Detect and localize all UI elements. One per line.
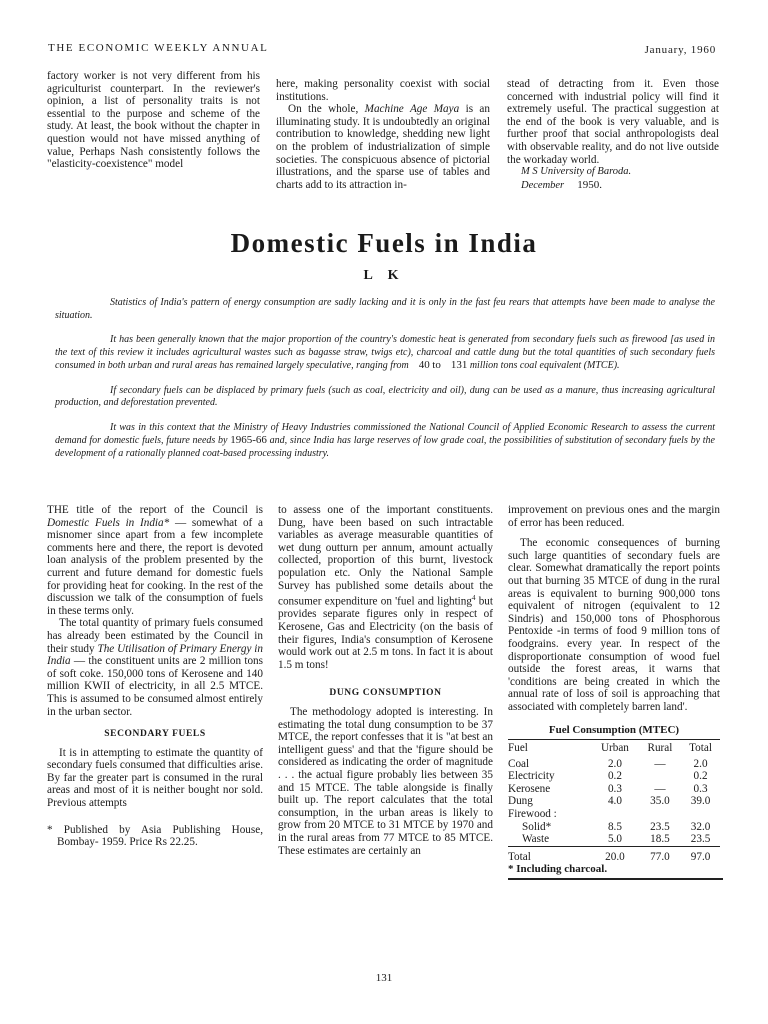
abstract-paragraph: If secondary fuels can be displaced by primary fuels (such as coal, electricity and oil), dung can be used as a manure, thus increasing agricultural production, and deforestation prevented. xyxy=(55,384,715,408)
table-cell: 0.3 xyxy=(693,782,708,795)
body-paragraph: improvement on previous ones and the margin of error has been reduced. xyxy=(508,504,720,529)
table-cell: Dung xyxy=(508,795,533,808)
table-cell: 2.0 xyxy=(693,757,708,770)
text-span: The total quantity of primary fuels consumed has already been estimated by the Council in their study xyxy=(47,617,263,655)
table-header-row xyxy=(508,740,720,758)
article-abstract xyxy=(55,297,715,472)
review-signature xyxy=(507,166,719,192)
text-span: but provides separate figures only in respect of Kerosene, Gas and Electricity (on the basis of their figures, India's consumption of Kerosene would work out at 2.5 m tons. In fact it is about 1.5 m tons! xyxy=(278,595,494,671)
text-span: — somewhat of a misnomer since apart from a few incomplete comments here and there, the report is devoted loan analysis of the problem presented by the current and future demand for domestic fuels for providing heat for cooking. In the rest of the discussion we talk of the consumption of fuels in these terms only. xyxy=(47,516,263,617)
table-header: Rural xyxy=(639,740,681,758)
table-cell: Total xyxy=(508,846,591,863)
table-header: Total xyxy=(681,740,720,758)
table-cell: 23.5 xyxy=(650,820,670,833)
text-span: is an illuminating study. It is undoubtedly an original contribution to knowledge, shedding new light on the problem of industrialization of simple societies. The conspicuous absence of pictorial illustrations, and the sparse use of tables and charts add to its attraction in- xyxy=(276,103,490,191)
review-column-3 xyxy=(507,78,719,192)
table-cell: Waste xyxy=(522,833,550,846)
review-text: stead of detracting from it. Even those concerned with industrial policy will find it extremely useful. The practical suggestion at the end of the book is very valuable, and is further proof that social anthropologists deal with observable reality, and do not live outside the workaday world. xyxy=(507,78,719,166)
table-cell: 8.5 xyxy=(607,820,622,833)
table-cell: 5.0 xyxy=(607,833,622,846)
table-cell: 0.2 xyxy=(607,770,622,783)
table-cell xyxy=(681,808,720,821)
review-paragraph xyxy=(276,103,490,191)
body-paragraph xyxy=(278,504,493,671)
issue-date: January, 1960 xyxy=(644,44,716,56)
table-cell: 0.2 xyxy=(693,770,708,783)
body-paragraph: The methodology adopted is interesting. In estimating the total dung consumption to be 37 MTCE, the report confesses that it is "at best an intelligent guess' and that the 'figure should be considered as indicating the order of magnitude . . . the actual figure probably lies between 35 and 15 MTCE. The table alongside is finally built up. The report calculates that the total consumption, in the urban areas is likely to grow from 20 MTCE to 31 MTCE by 1970 and in the rural areas from 77 MTCE to 85 MTCE. These estimates are certainly an xyxy=(278,706,493,857)
table-cell: 23.5 xyxy=(690,833,711,846)
signature-name: M S University of Baroda. xyxy=(521,166,632,178)
body-column-1 xyxy=(47,504,263,849)
body-column-3 xyxy=(508,504,720,880)
review-text: factory worker is not very different from his agriculturist counterpart. In the reviewer's opinion, a list of personality traits is not essential to the purpose and scheme of the study. At least, the book without the chapter in question would not have missed anything of value, Perhaps Nash consistently follows the "elasticity-coexistence" model xyxy=(47,70,260,171)
table-cell xyxy=(639,808,681,821)
table-header: Urban xyxy=(591,740,639,758)
table-cell: — xyxy=(654,782,666,795)
fuel-consumption-table xyxy=(508,739,720,863)
abstract-paragraph: Statistics of India's pattern of energy consumption are sadly lacking and it is only in the fast feu rears that attempts have been made to analyse the situation. xyxy=(55,297,715,321)
table-row xyxy=(508,770,720,783)
footnote-ref: 4 xyxy=(471,594,476,603)
text-span: to xyxy=(432,359,441,371)
table-cell: 4.0 xyxy=(607,795,622,808)
text-span: to assess one of the important constituents. Dung, have been based on such intractable variables as average measurable quantities of wet dung outturn per annum, amount actually collected, proportion of this burnt, livestock population etc. Only the National Sample Survey has published some details about the consumer expenditure on 'fuel and lighting xyxy=(278,504,493,608)
table-cell: — xyxy=(654,757,666,770)
body-paragraph xyxy=(47,617,263,718)
journal-name: THE ECONOMIC WEEKLY ANNUAL xyxy=(48,42,269,54)
table-row xyxy=(508,795,720,808)
signature-month: December xyxy=(521,179,565,191)
page-number: 131 xyxy=(375,972,393,984)
range-high: 131 xyxy=(450,359,468,371)
article-author: L K xyxy=(363,268,405,283)
section-heading: SECONDARY FUELS xyxy=(104,729,206,740)
review-column-2 xyxy=(276,78,490,191)
text-span: and, since India has large reserves of low grade coal, the possibilities of substitution of secondary fuels by the development of a rationally planned coat-based processing industry. xyxy=(55,435,715,459)
text-span: It was in this context that the Ministry of Heavy Industries commissioned the National Council of Applied Economic Research to assess the current demand for domestic fuels, future needs by xyxy=(55,421,715,446)
table-header: Fuel xyxy=(508,740,591,758)
review-column-1 xyxy=(47,70,260,171)
table-cell: 0.3 xyxy=(607,782,622,795)
table-cell: 18.5 xyxy=(650,833,670,846)
table-cell: Firewood : xyxy=(508,808,557,821)
table-title: Fuel Consumption (MTEC) xyxy=(548,723,680,736)
footnote: * Published by Asia Publishing House, Bombay- 1959. Price Rs 22.25. xyxy=(47,823,263,849)
study-title: The Utilisation of Primary Energy in India xyxy=(47,642,263,668)
abstract-paragraph xyxy=(55,334,715,373)
table-cell: 20.0 xyxy=(591,846,639,863)
table-cell: Solid* xyxy=(522,820,552,833)
body-paragraph: The economic consequences of burning such large quantities of secondary fuels are clear. Somewhat dramatically the report points out that burning 35 MTCE of dung in the rural areas is equivalent to burning 900,000 tons equivalent of nitrogen (equivalent to 12 Sindris) and 150,000 tons of Phosphorous Pentoxide -in terms of food 9 million tons of foodgrains. every year. In respect of the disproportionate consumption of wood fuel outside the forest areas, it warns that 'conditions are being created in which the annual rate of loss of soil is approaching that associated with completely barren land'. xyxy=(508,537,720,713)
table-row xyxy=(508,833,720,846)
table-row xyxy=(508,821,720,834)
range-low: 40 xyxy=(418,359,430,371)
text-span: THE title of the report of the Council is xyxy=(47,504,263,516)
table-cell xyxy=(639,770,681,783)
table-cell: 97.0 xyxy=(681,846,720,863)
table-row xyxy=(508,758,720,771)
table-row xyxy=(508,808,720,821)
table-cell xyxy=(591,808,639,821)
table-cell: 35.0 xyxy=(650,795,670,808)
table-cell: Coal xyxy=(508,757,530,770)
year-range: 1965-66 xyxy=(230,434,267,446)
table-row xyxy=(508,783,720,796)
text-span: — the constituent units are 2 million tons of soft coke. 150,000 tons of Kerosene and 140 million KWII of electricity, in all 2.5 MTCE. This is assumed to be consumed almost entirely in the urban sector. xyxy=(47,655,263,718)
table-cell: Electricity xyxy=(508,770,555,783)
text-span: It has been generally known that the major proportion of the country's domestic heat is generated from secondary fuels such as firewood [as used in the text of this review it includes agricultural wastes such as bagasse straw, twigs etc), charcoal and cattle dung but the total quantities of such secondary fuels consumed in both urban and rural areas has remained largely speculative, ranging from xyxy=(55,334,715,371)
signature-year: 1950. xyxy=(577,178,603,191)
section-heading: DUNG CONSUMPTION xyxy=(329,688,442,699)
body-paragraph: It is in attempting to estimate the quantity of secondary fuels consumed that difficulties arise. By far the greater part is consumed in the rural areas and most of it is neither bought nor sold. Previous attempts xyxy=(47,746,263,810)
body-column-2 xyxy=(278,504,493,857)
article-title: Domestic Fuels in India xyxy=(230,228,538,258)
signature-date xyxy=(521,179,719,193)
abstract-paragraph xyxy=(55,422,715,461)
table-cell: 32.0 xyxy=(690,820,711,833)
table-cell: 39.0 xyxy=(690,795,711,808)
book-title: Machine Age Maya xyxy=(364,103,460,116)
table-cell: Kerosene xyxy=(508,782,551,795)
table-note: * Including charcoal. xyxy=(508,863,723,880)
body-paragraph xyxy=(47,504,263,617)
table-cell: 2.0 xyxy=(607,757,622,770)
report-title: Domestic Fuels in India* xyxy=(47,516,170,529)
text-span: million tons coal equivalent (MTCE). xyxy=(469,360,620,371)
table-total-row xyxy=(508,846,720,863)
text-span: On the whole, xyxy=(288,103,365,116)
review-text: here, making personality coexist with social institutions. xyxy=(276,78,490,103)
table-cell: 77.0 xyxy=(639,846,681,863)
